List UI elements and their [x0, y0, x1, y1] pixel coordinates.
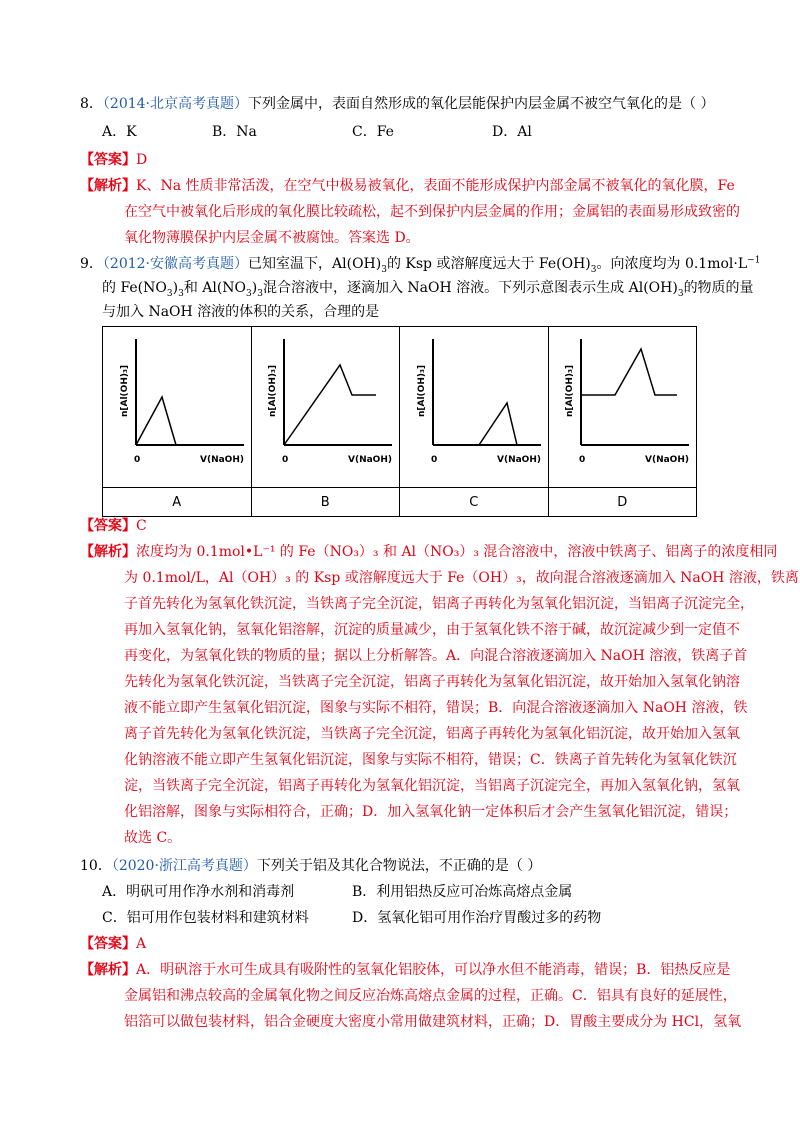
question-9-stem: 9．（2012·安徽高考真题）已知室温下，$Al(OH)_3$的 Ksp 或溶解度远大于 $Fe(OH)_3$。向浓度均为 $0.1mol\cdot L^{-1}$ — [80, 255, 761, 275]
y-axis-label: n[Al(OH)₃] — [416, 364, 427, 418]
figure-c — [400, 327, 549, 488]
question-source: （2020·浙江高考真题） — [111, 858, 257, 874]
graph-a — [104, 327, 250, 483]
analysis-10-line: 金属铝和沸点较高的金属氧化物之间反应冶炼高熔点金属的过程，正确。C．铝具有良好的延展性， — [124, 988, 737, 1004]
analysis-10-line: 铝箔可以做包装材料，铝合金硬度大密度小常用做建筑材料，正确；D．胃酸主要成分为 HCl，氢氧 — [124, 1014, 742, 1030]
figure-a — [103, 327, 252, 488]
figure-table — [102, 326, 697, 517]
x-axis-label: V(NaOH) — [645, 455, 690, 465]
option-d: D．氢氧化铝可用作治疗胃酸过多的药物 — [352, 910, 602, 926]
x-axis-label: V(NaOH) — [496, 455, 541, 465]
question-source: （2014·北京高考真题） — [102, 96, 249, 112]
option-b: B．Na — [212, 124, 257, 140]
question-source: （2012·安徽高考真题） — [102, 256, 249, 272]
option-a: A．明矾可用作净水剂和消毒剂 — [102, 884, 295, 900]
y-axis-label: n[Al(OH)₃] — [565, 364, 576, 418]
figure-d — [548, 327, 697, 488]
analysis-9-line: 【解析】浓度均为 0.1mol•L⁻¹ 的 Fe（NO₃）₃ 和 Al（NO₃）₃ 混合溶液中，溶液中铁离子、铝离子的浓度相同 — [80, 544, 778, 560]
y-axis-label: n[Al(OH)₃] — [268, 364, 279, 418]
option-a: A．K — [102, 124, 137, 140]
question-8-stem — [80, 94, 714, 114]
analysis-9-line: 故选 C。 — [124, 830, 182, 846]
x-axis-label: V(NaOH) — [348, 455, 393, 465]
analysis-8-line: 【解析】K、Na 性质非常活泼，在空气中极易被氧化，表面不能形成保护内部金属不被氧化的氧化膜，Fe — [80, 178, 735, 194]
figure-b — [251, 327, 400, 488]
x-axis-label: V(NaOH) — [199, 455, 244, 465]
figure-label-d: D — [548, 488, 697, 517]
option-d: D．Al — [492, 124, 532, 140]
graph-b — [252, 327, 398, 483]
origin-label: 0 — [133, 455, 141, 465]
graph-d — [549, 327, 695, 483]
question-9-stem-line2: 的 $Fe(NO_3)_3$和 $Al(NO_3)_3$混合溶液中，逐滴加入 NaOH 溶液。下列示意图表示生成 $Al(OH)_3$的物质的量 — [102, 280, 754, 299]
graph-c — [401, 327, 547, 483]
origin-label: 0 — [579, 455, 586, 465]
analysis-9-line: 离子首先转化为氢氧化铁沉淀，当铁离子完全沉淀，铝离子再转化为氢氧化铝沉淀，故开始加入氢氧 — [124, 726, 740, 742]
analysis-9-line: 化钠溶液不能立即产生氢氧化铝沉淀，图象与实际不相符，错误；C．铁离子首先转化为氢氧化铁沉 — [124, 752, 737, 768]
y-axis-label: n[Al(OH)₃] — [119, 364, 130, 418]
analysis-9-line: 先转化为氢氧化铁沉淀，当铁离子完全沉淀，铝离子再转化为氢氧化铝沉淀，故开始加入氢氧化钠溶 — [124, 674, 740, 690]
figure-label-a: A — [103, 488, 252, 517]
analysis-9-line: 再加入氢氧化钠，氢氧化铝溶解，沉淀的质量减少，由于氢氧化铁不溶于碱，故沉淀减少到一定值不 — [124, 622, 740, 638]
question-10-stem: 10．（2020·浙江高考真题）下列关于铝及其化合物说法，不正确的是（ ） — [80, 858, 542, 874]
analysis-9-line: 子首先转化为氢氧化铁沉淀，当铁离子完全沉淀，铝离子再转化为氢氧化铝沉淀，当铝离子沉淀完全， — [124, 596, 754, 612]
answer-10: 【答案】A — [80, 936, 147, 952]
option-c: C．Fe — [352, 124, 394, 140]
question-number: 8． — [80, 96, 103, 112]
analysis-9-line: 为 0.1mol/L，Al（OH）₃ 的 Ksp 或溶解度远大于 Fe（OH）₃，故向混合溶液逐滴加入 NaOH 溶液，铁离 — [124, 570, 799, 586]
question-text: 下列金属中，表面自然形成的氧化层能保护内层金属不被空气氧化的是（ ） — [248, 96, 715, 112]
analysis-9-line: 淀，当铁离子完全沉淀，铝离子再转化为氢氧化铝沉淀，当铝离子沉淀完全，再加入氢氧化钠，氢氧 — [124, 778, 740, 794]
origin-label: 0 — [282, 455, 289, 465]
figure-label-c: C — [400, 488, 549, 517]
analysis-9-line: 化铝溶解，图象与实际相符合，正确；D．加入氢氧化钠一定体积后才会产生氢氧化铝沉淀，错误； — [124, 804, 738, 820]
analysis-9-line: 液不能立即产生氢氧化铝沉淀，图象与实际不相符，错误；B．向混合溶液逐滴加入 NaOH 溶液，铁 — [124, 700, 748, 716]
origin-label: 0 — [430, 455, 438, 465]
answer-8: 【答案】D — [80, 152, 148, 168]
analysis-8-line: 氧化物薄膜保护内层金属不被腐蚀。答案选 D。 — [124, 230, 420, 246]
analysis-9-line: 再变化，为氢氧化铁的物质的量；据以上分析解答。A．向混合溶液逐滴加入 NaOH 溶液，铁离子首 — [124, 648, 748, 664]
analysis-10-line: 【解析】A．明矾溶于水可生成具有吸附性的氢氧化铝胶体，可以净水但不能消毒，错误；B．铝热反应是 — [80, 962, 731, 978]
answer-9: 【答案】C — [80, 518, 147, 534]
figure-label-b: B — [251, 488, 400, 517]
question-9-stem-line3: 与加入 NaOH 溶液的体积的关系，合理的是 — [102, 304, 380, 320]
analysis-8-line: 在空气中被氧化后形成的氧化膜比较疏松，起不到保护内层金属的作用；金属铝的表面易形成致密的 — [124, 204, 740, 220]
option-c: C．铝可用作包装材料和建筑材料 — [102, 910, 309, 926]
option-b: B．利用铝热反应可冶炼高熔点金属 — [352, 884, 573, 900]
